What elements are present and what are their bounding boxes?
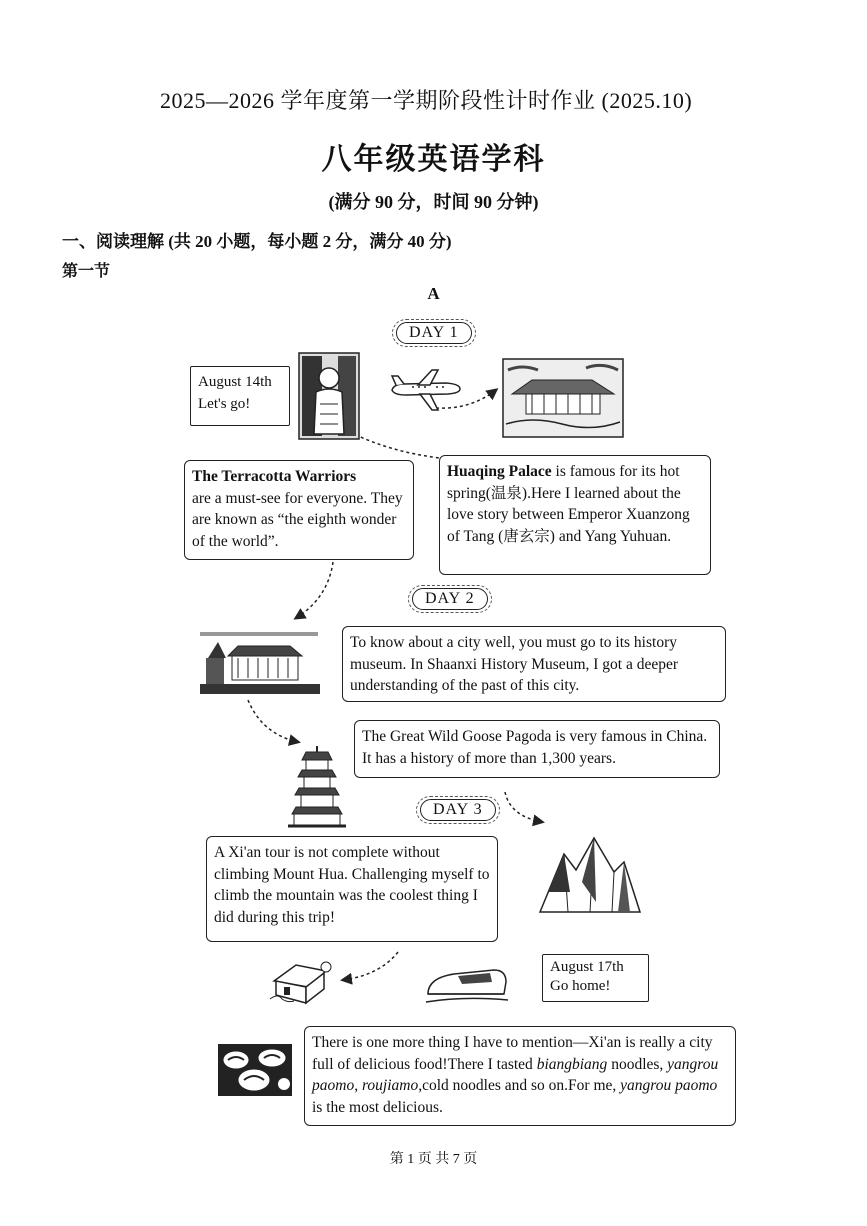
terracotta-warriors-box <box>184 460 414 560</box>
mount-hua-box <box>206 836 498 942</box>
huaqing-palace-picture <box>502 358 624 438</box>
start-date-box <box>190 366 290 426</box>
subsection-heading: 第一节 <box>62 263 111 280</box>
xian-food-box <box>304 1026 736 1126</box>
food-text-3: , <box>354 1077 362 1094</box>
huaqing-text: is famous for its hot spring(温泉).Here I learned about the love story between Emperor Xuanzong of Tang (唐玄宗) and Yang Yuhuan. <box>447 463 690 545</box>
pagoda-text: The Great Wild Goose Pagoda is very famous in China. It has a history of more than 1,300 years. <box>362 728 708 767</box>
wild-goose-pagoda-box <box>354 720 720 778</box>
food-biangbiang: biangbiang <box>536 1055 608 1073</box>
terracotta-warrior-picture <box>298 352 360 440</box>
food-text-1: There is one more thing I have to mention—Xi'an is really a city full of delicious food!There I tasted <box>312 1034 713 1073</box>
pagoda-picture <box>284 744 350 830</box>
score-time-note: (满分 90 分，时间 90 分钟) <box>328 192 539 212</box>
terracotta-title: The Terracotta Warriors <box>192 468 357 485</box>
start-date: August 14th <box>198 374 272 390</box>
huaqing-palace-box <box>439 455 711 575</box>
mount-hua-text: A Xi'an tour is not complete without climbing Mount Hua. Challenging myself to climb the mountain was the coolest thing I did during this trip! <box>214 844 490 926</box>
day-2-badge: DAY 2 <box>412 588 488 610</box>
day-3-badge: DAY 3 <box>420 799 496 821</box>
house-icon <box>268 955 334 1007</box>
huaqing-title: Huaqing Palace <box>447 463 552 480</box>
history-museum-picture <box>198 628 322 698</box>
food-text-4: ,cold noodles and so on.For me, <box>418 1077 621 1094</box>
day-1-badge: DAY 1 <box>396 322 472 344</box>
terracotta-text: are a must-see for everyone. They are known as “the eighth wonder of the world”. <box>192 489 403 550</box>
high-speed-train-icon <box>424 960 510 1006</box>
food-favorite: yangrou paomo <box>620 1077 718 1094</box>
airplane-icon <box>388 368 464 412</box>
page-number: 第 1 页 共 7 页 <box>389 1152 478 1167</box>
section-heading: 一、阅读理解 (共 20 小题，每小题 2 分，满分 40 分) <box>62 232 452 251</box>
xian-food-picture <box>218 1044 292 1096</box>
mount-hua-picture <box>538 832 642 914</box>
food-text-5: is the most delicious. <box>312 1098 443 1116</box>
end-date: August 17th <box>550 959 624 975</box>
end-date-box <box>542 954 649 1002</box>
food-roujiamo: roujiamo <box>361 1077 419 1094</box>
passage-label: A <box>427 284 440 303</box>
history-museum-box <box>342 626 726 702</box>
exam-term-title: 2025—2026 学年度第一学期阶段性计时作业 (2025.10) <box>160 88 693 113</box>
start-text: Let's go! <box>198 395 251 412</box>
museum-text: To know about a city well, you must go to its history museum. In Shaanxi History Museum, I got a deeper understanding of the past of this city. <box>350 634 679 694</box>
subject-title: 八年级英语学科 <box>321 143 546 176</box>
end-text: Go home! <box>550 978 611 994</box>
food-yangrou-paomo: yangrou paomo <box>312 1055 719 1094</box>
food-text-2: noodles, <box>607 1055 668 1073</box>
